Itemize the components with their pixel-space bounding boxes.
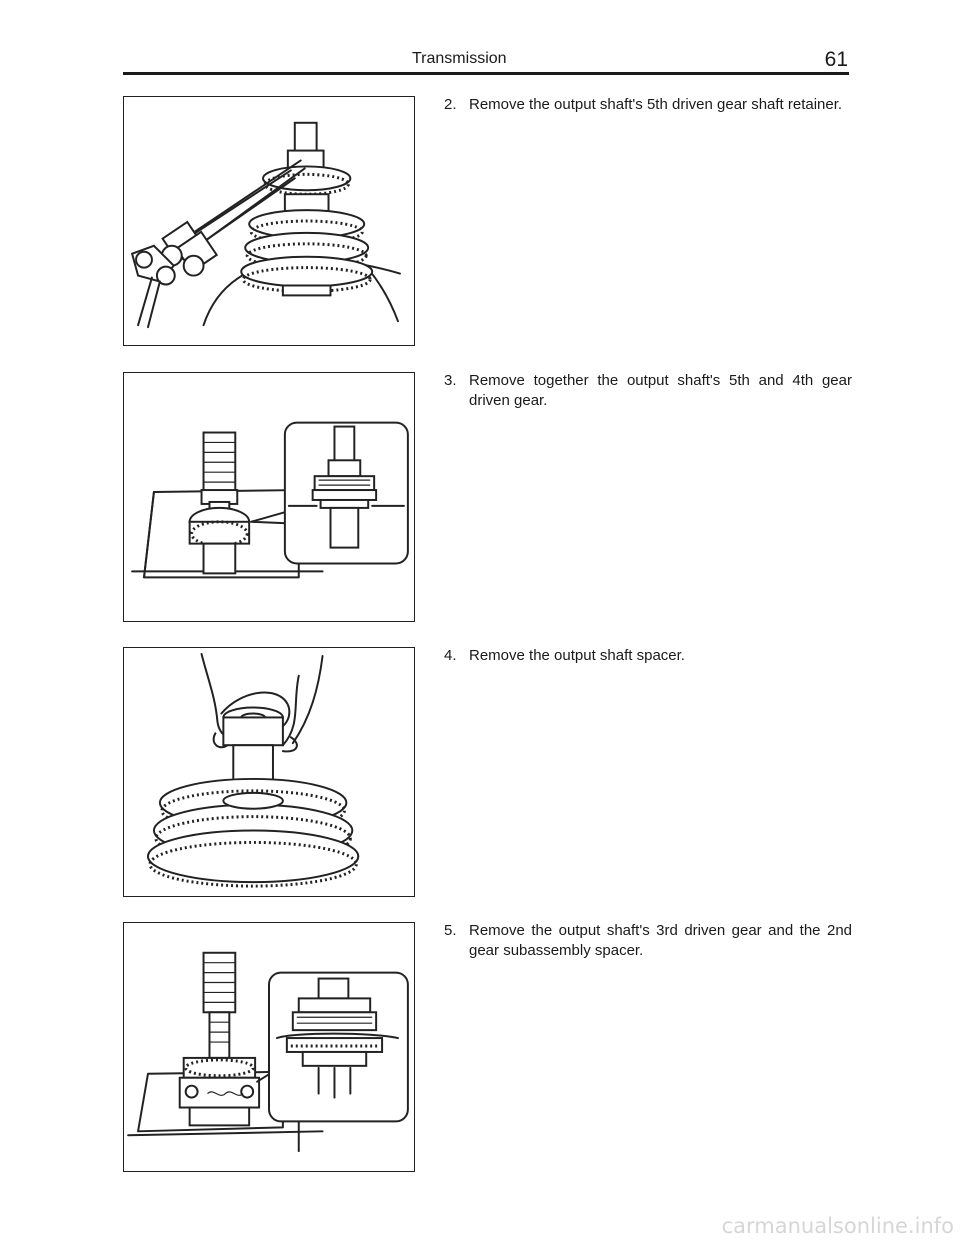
step-text: Remove the output shaft's 5th driven gear shaft retainer. bbox=[469, 96, 843, 113]
step-2 bbox=[444, 95, 852, 115]
step-5 bbox=[444, 921, 852, 961]
watermark: carmanualsonline.info bbox=[721, 1214, 954, 1238]
illustration-press-3rd-gear bbox=[124, 923, 414, 1171]
step-number: 3. bbox=[444, 372, 457, 389]
section-title: Transmission bbox=[412, 50, 507, 67]
illustration-remove-retainer bbox=[124, 97, 414, 345]
illustration-press-gears bbox=[124, 373, 414, 621]
step-number: 2. bbox=[444, 96, 457, 113]
step-4 bbox=[444, 646, 852, 666]
figure-step-3 bbox=[123, 372, 415, 622]
figure-step-5 bbox=[123, 922, 415, 1172]
header-divider bbox=[123, 72, 849, 75]
step-number: 4. bbox=[444, 647, 457, 664]
page-number: 61 bbox=[824, 48, 848, 71]
step-text: Remove the output shaft spacer. bbox=[469, 647, 685, 664]
figure-step-4 bbox=[123, 647, 415, 897]
illustration-remove-spacer bbox=[124, 648, 414, 896]
step-text: Remove the output shaft's 3rd driven gear and the 2nd gear subassembly spacer. bbox=[469, 922, 852, 959]
step-number: 5. bbox=[444, 922, 457, 939]
figure-step-2 bbox=[123, 96, 415, 346]
step-text: Remove together the output shaft's 5th and 4th gear driven gear. bbox=[469, 372, 852, 409]
step-3 bbox=[444, 371, 852, 411]
